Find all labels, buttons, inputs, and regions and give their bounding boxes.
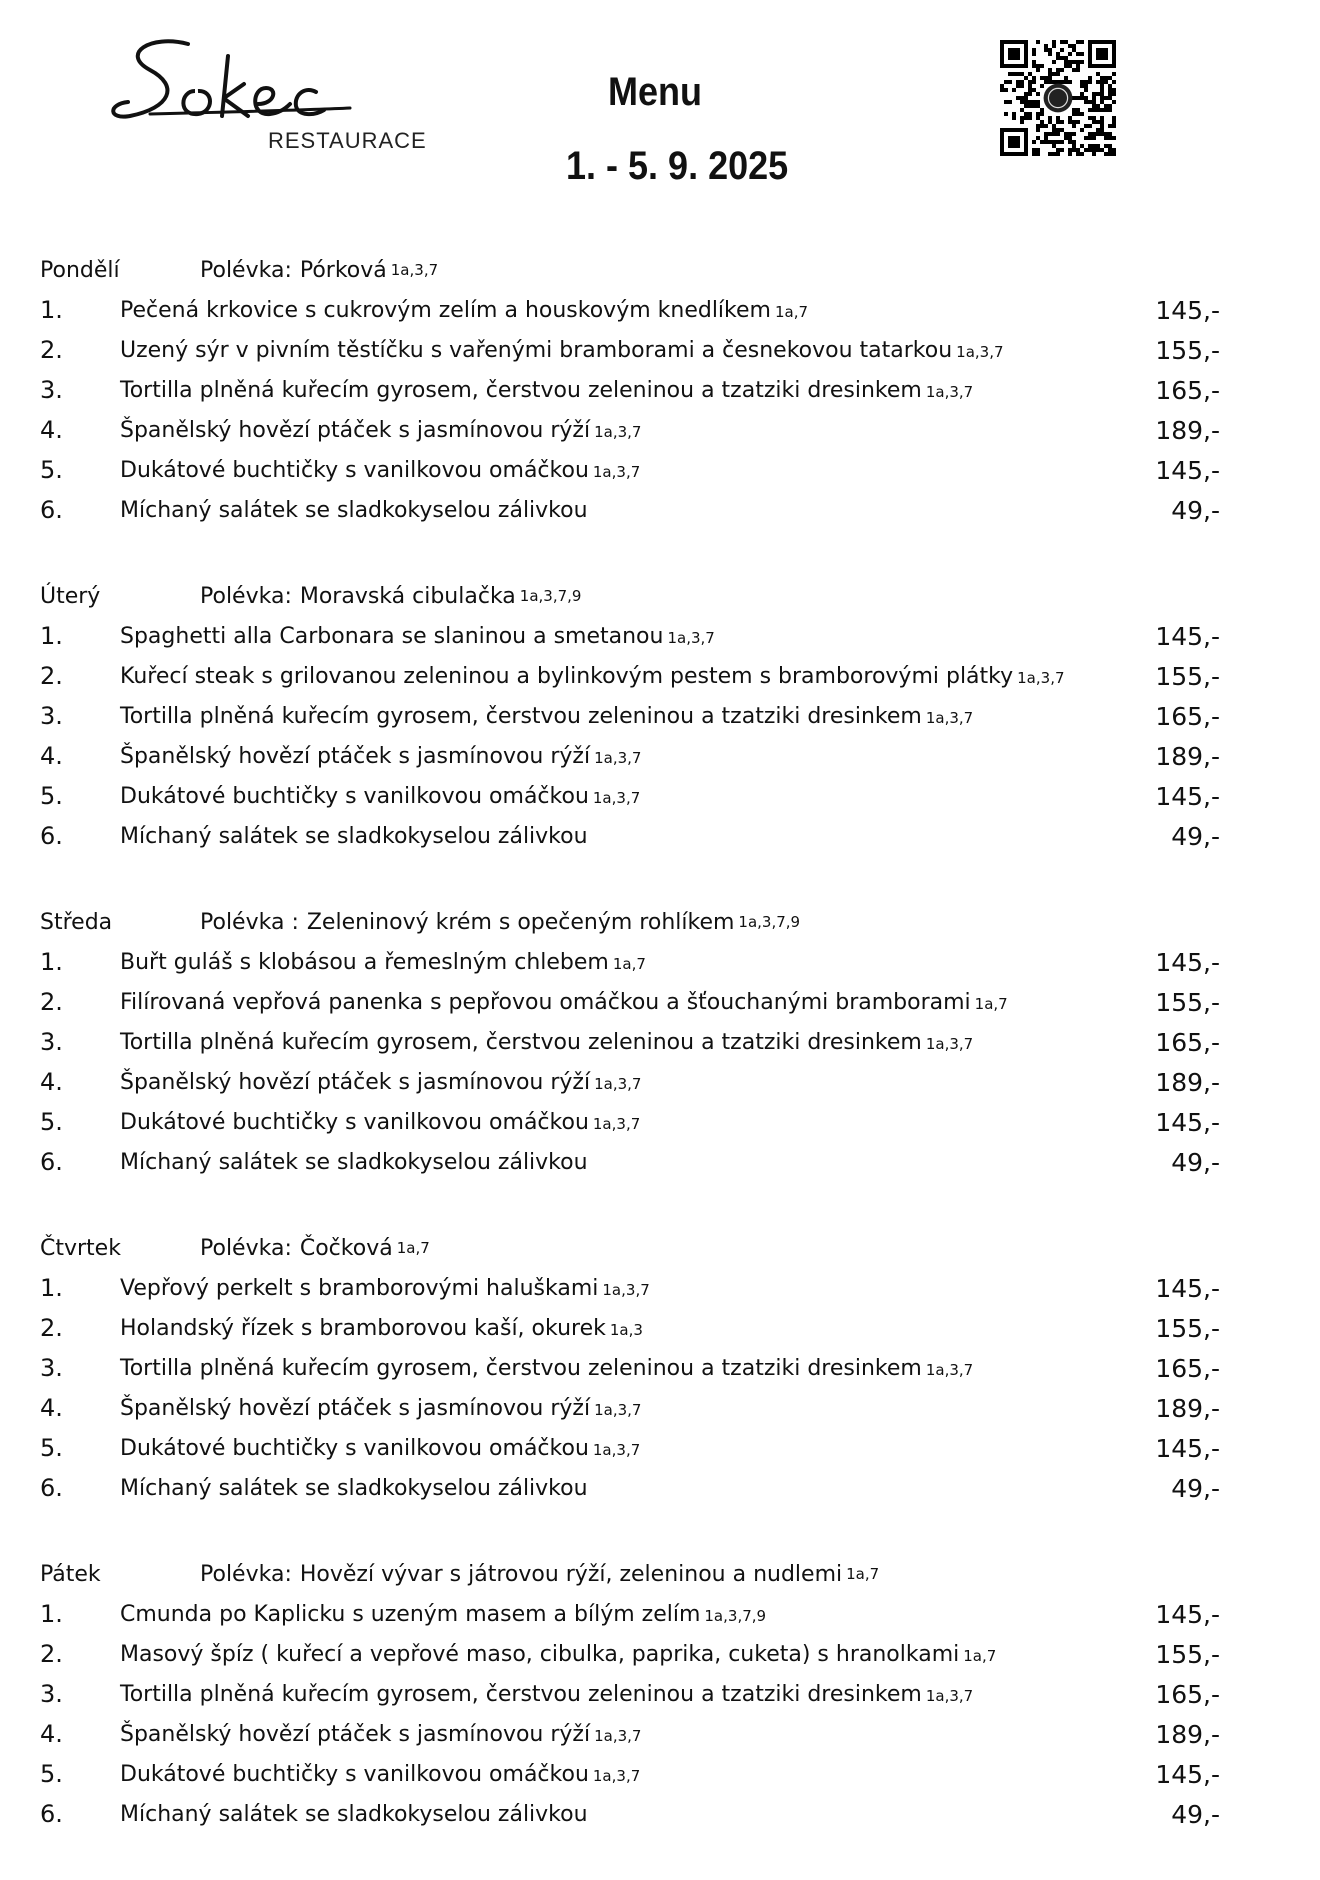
menu-item — [40, 1062, 1240, 1102]
item-price: 155,- — [1155, 335, 1220, 365]
day-name: Pátek — [40, 1561, 101, 1587]
soup-allergens: 1a,3,7 — [390, 261, 439, 279]
dish-allergens: 1a,3,7 — [925, 1360, 974, 1379]
item-price: 145,- — [1155, 295, 1220, 325]
item-number: 3. — [40, 1680, 63, 1708]
menu-item — [40, 290, 1240, 330]
dish-name: Tortilla plněná kuřecím gyrosem, čerstvou zeleninou a tzatziki dresinkem — [120, 377, 922, 403]
dish-allergens: 1a,3,7 — [594, 748, 642, 767]
dish-name: Španělský hovězí ptáček s jasmínovou rýží — [120, 1721, 591, 1747]
item-number: 1. — [40, 1600, 63, 1628]
day-header — [40, 902, 1240, 942]
dish-name: Buřt guláš s klobásou a řemeslným chlebem — [120, 949, 609, 975]
dish-name: Španělský hovězí ptáček s jasmínovou rýží — [120, 743, 591, 769]
dish-allergens: 1a,7 — [963, 1646, 997, 1665]
logo-subtitle: RESTAURACE — [268, 128, 427, 153]
item-number: 2. — [40, 662, 63, 690]
item-number: 6. — [40, 1148, 63, 1176]
dish-name: Tortilla plněná kuřecím gyrosem, čerstvou zeleninou a tzatziki dresinkem — [120, 703, 922, 729]
day-section — [40, 250, 1240, 530]
item-dish — [120, 1070, 1120, 1095]
dish-name: Dukátové buchtičky s vanilkovou omáčkou — [120, 1761, 589, 1787]
item-number: 5. — [40, 1760, 63, 1788]
item-dish — [120, 990, 1120, 1015]
item-price: 155,- — [1155, 1313, 1220, 1343]
soup-allergens: 1a,3,7,9 — [738, 913, 801, 931]
item-number: 5. — [40, 1434, 63, 1462]
dish-name: Tortilla plněná kuřecím gyrosem, čerstvou zeleninou a tzatziki dresinkem — [120, 1355, 922, 1381]
item-price: 145,- — [1155, 1599, 1220, 1629]
item-dish — [120, 1682, 1120, 1707]
item-price: 165,- — [1155, 1027, 1220, 1057]
item-price: 49,- — [1171, 1147, 1220, 1177]
menu-item — [40, 816, 1240, 856]
menu-item — [40, 656, 1240, 696]
item-number: 4. — [40, 416, 63, 444]
item-dish — [120, 338, 1120, 363]
item-dish — [120, 1316, 1120, 1341]
dish-allergens: 1a,3,7 — [956, 342, 1004, 361]
dish-allergens: 1a,3,7 — [594, 1726, 642, 1745]
soup-name: Čočková — [299, 1235, 393, 1261]
menu-item — [40, 616, 1240, 656]
dish-name: Španělský hovězí ptáček s jasmínovou rýží — [120, 1069, 591, 1095]
dish-allergens: 1a,3 — [609, 1320, 643, 1339]
menu-item — [40, 1428, 1240, 1468]
dish-allergens: 1a,3,7 — [602, 1280, 650, 1299]
item-dish — [120, 1276, 1120, 1301]
menu-item — [40, 1754, 1240, 1794]
item-number: 4. — [40, 1720, 63, 1748]
menu-item — [40, 370, 1240, 410]
dish-allergens: 1a,3,7 — [594, 1400, 642, 1419]
item-number: 5. — [40, 456, 63, 484]
menu-item — [40, 982, 1240, 1022]
day-section — [40, 576, 1240, 856]
dish-allergens: 1a,3,7,9 — [704, 1606, 767, 1625]
dish-allergens: 1a,3,7 — [592, 1766, 641, 1785]
dish-allergens: 1a,3,7 — [925, 708, 974, 727]
dish-allergens: 1a,3,7 — [667, 628, 715, 647]
menu-item — [40, 696, 1240, 736]
item-dish — [120, 1476, 1120, 1501]
item-price: 145,- — [1155, 1759, 1220, 1789]
item-number: 2. — [40, 988, 63, 1016]
day-header — [40, 250, 1240, 290]
page-title: Menu — [608, 70, 702, 114]
item-dish — [120, 1602, 1120, 1627]
item-dish — [120, 418, 1120, 443]
dish-name: Tortilla plněná kuřecím gyrosem, čerstvou zeleninou a tzatziki dresinkem — [120, 1029, 922, 1055]
menu-item — [40, 1674, 1240, 1714]
item-price: 189,- — [1155, 1719, 1220, 1749]
dish-name: Dukátové buchtičky s vanilkovou omáčkou — [120, 783, 589, 809]
menu-item — [40, 1594, 1240, 1634]
dish-allergens: 1a,3,7 — [925, 1686, 974, 1705]
item-number: 6. — [40, 496, 63, 524]
menu-item — [40, 1634, 1240, 1674]
item-dish — [120, 704, 1120, 729]
item-price: 165,- — [1155, 1353, 1220, 1383]
day-section — [40, 1554, 1240, 1834]
dish-allergens: 1a,3,7 — [592, 788, 641, 807]
dish-name: Masový špíz ( kuřecí a vepřové maso, cibulka, paprika, cuketa) s hranolkami — [120, 1641, 960, 1667]
dish-name: Holandský řízek s bramborovou kaší, okurek — [120, 1315, 606, 1341]
soup-allergens: 1a,3,7,9 — [519, 587, 582, 605]
day-name: Středa — [40, 909, 113, 935]
dish-allergens: 1a,3,7 — [925, 382, 974, 401]
item-price: 145,- — [1155, 1107, 1220, 1137]
soup-name: Moravská cibulačka — [299, 583, 516, 609]
item-dish — [120, 1396, 1120, 1421]
menu-item — [40, 942, 1240, 982]
day-name: Čtvrtek — [40, 1235, 121, 1261]
item-dish — [120, 1150, 1120, 1175]
item-dish — [120, 624, 1120, 649]
item-number: 4. — [40, 742, 63, 770]
dish-allergens: 1a,7 — [974, 994, 1008, 1013]
dish-allergens: 1a,3,7 — [594, 1074, 642, 1093]
soup-label: Polévka : — [200, 909, 299, 935]
menu-item — [40, 1268, 1240, 1308]
dish-allergens: 1a,3,7 — [592, 1440, 641, 1459]
dish-name: Uzený sýr v pivním těstíčku s vařenými bramborami a česnekovou tatarkou — [120, 337, 953, 363]
item-price: 189,- — [1155, 1393, 1220, 1423]
dish-name: Dukátové buchtičky s vanilkovou omáčkou — [120, 1435, 589, 1461]
item-dish — [120, 378, 1120, 403]
menu-item — [40, 776, 1240, 816]
day-name: Pondělí — [40, 257, 120, 283]
item-dish — [120, 784, 1120, 809]
item-price: 189,- — [1155, 741, 1220, 771]
item-dish — [120, 1722, 1120, 1747]
dish-name: Míchaný salátek se sladkokyselou zálivkou — [120, 1149, 588, 1175]
item-dish — [120, 824, 1120, 849]
soup-allergens: 1a,7 — [396, 1239, 430, 1257]
item-price: 155,- — [1155, 1639, 1220, 1669]
dish-name: Míchaný salátek se sladkokyselou zálivkou — [120, 1801, 588, 1827]
item-price: 155,- — [1155, 661, 1220, 691]
dish-name: Vepřový perkelt s bramborovými haluškami — [120, 1275, 599, 1301]
item-dish — [120, 950, 1120, 975]
menu-item — [40, 1468, 1240, 1508]
item-price: 49,- — [1171, 821, 1220, 851]
menu-dates: 1. - 5. 9. 2025 — [566, 144, 789, 188]
dish-name: Tortilla plněná kuřecím gyrosem, čerstvou zeleninou a tzatziki dresinkem — [120, 1681, 922, 1707]
dish-name: Spaghetti alla Carbonara se slaninou a smetanou — [120, 623, 664, 649]
dish-name: Dukátové buchtičky s vanilkovou omáčkou — [120, 457, 589, 483]
item-price: 145,- — [1155, 1273, 1220, 1303]
menu-item — [40, 736, 1240, 776]
item-number: 6. — [40, 822, 63, 850]
item-dish — [120, 664, 1120, 689]
soup-name: Hovězí vývar s játrovou rýží, zeleninou a nudlemi — [299, 1561, 843, 1587]
menu-item — [40, 490, 1240, 530]
item-dish — [120, 1110, 1120, 1135]
qr-code-icon[interactable] — [1000, 40, 1116, 156]
menu-item — [40, 1142, 1240, 1182]
menu-item — [40, 1022, 1240, 1062]
item-price: 189,- — [1155, 415, 1220, 445]
menu-item — [40, 410, 1240, 450]
item-number: 1. — [40, 296, 63, 324]
weekly-menu — [40, 250, 1240, 1880]
item-price: 145,- — [1155, 621, 1220, 651]
item-number: 2. — [40, 1640, 63, 1668]
item-number: 3. — [40, 1028, 63, 1056]
item-number: 5. — [40, 782, 63, 810]
item-dish — [120, 1762, 1120, 1787]
item-number: 3. — [40, 376, 63, 404]
item-price: 145,- — [1155, 947, 1220, 977]
dish-name: Španělský hovězí ptáček s jasmínovou rýží — [120, 1395, 591, 1421]
item-price: 155,- — [1155, 987, 1220, 1017]
soup-label: Polévka: — [200, 1235, 292, 1261]
item-number: 5. — [40, 1108, 63, 1136]
item-number: 2. — [40, 336, 63, 364]
menu-item — [40, 1794, 1240, 1834]
day-header — [40, 576, 1240, 616]
soup-label: Polévka: — [200, 257, 292, 283]
dish-allergens: 1a,3,7 — [592, 462, 641, 481]
item-number: 6. — [40, 1800, 63, 1828]
item-price: 49,- — [1171, 495, 1220, 525]
soup-allergens: 1a,7 — [846, 1565, 880, 1583]
item-price: 165,- — [1155, 701, 1220, 731]
item-dish — [120, 1436, 1120, 1461]
dish-allergens: 1a,3,7 — [925, 1034, 974, 1053]
day-header — [40, 1554, 1240, 1594]
item-number: 3. — [40, 702, 63, 730]
item-price: 165,- — [1155, 1679, 1220, 1709]
soup-label: Polévka: — [200, 583, 292, 609]
item-number: 1. — [40, 948, 63, 976]
soup-name: Pórková — [299, 257, 387, 283]
dish-name: Cmunda po Kaplicku s uzeným masem a bílým zelím — [120, 1601, 701, 1627]
item-price: 145,- — [1155, 455, 1220, 485]
item-price: 165,- — [1155, 375, 1220, 405]
day-section — [40, 902, 1240, 1182]
item-number: 3. — [40, 1354, 63, 1382]
dish-name: Kuřecí steak s grilovanou zeleninou a bylinkovým pestem s bramborovými plátky — [120, 663, 1014, 689]
dish-name: Míchaný salátek se sladkokyselou zálivkou — [120, 497, 588, 523]
day-section — [40, 1228, 1240, 1508]
item-number: 1. — [40, 622, 63, 650]
item-number: 4. — [40, 1068, 63, 1096]
item-dish — [120, 1642, 1120, 1667]
item-dish — [120, 298, 1120, 323]
item-dish — [120, 1356, 1120, 1381]
dish-name: Pečená krkovice s cukrovým zelím a houskovým knedlíkem — [120, 297, 771, 323]
dish-name: Míchaný salátek se sladkokyselou zálivkou — [120, 823, 588, 849]
dish-allergens: 1a,7 — [774, 302, 809, 321]
soup-label: Polévka: — [200, 1561, 292, 1587]
menu-item — [40, 1102, 1240, 1142]
dish-name: Španělský hovězí ptáček s jasmínovou rýží — [120, 417, 591, 443]
day-name: Úterý — [40, 583, 101, 609]
dish-name: Míchaný salátek se sladkokyselou zálivkou — [120, 1475, 588, 1501]
item-number: 6. — [40, 1474, 63, 1502]
item-dish — [120, 1030, 1120, 1055]
day-header — [40, 1228, 1240, 1268]
menu-item — [40, 1348, 1240, 1388]
item-number: 1. — [40, 1274, 63, 1302]
item-price: 49,- — [1171, 1473, 1220, 1503]
item-number: 4. — [40, 1394, 63, 1422]
menu-item — [40, 1388, 1240, 1428]
dish-name: Dukátové buchtičky s vanilkovou omáčkou — [120, 1109, 589, 1135]
soup-name: Zeleninový krém s opečeným rohlíkem — [306, 909, 735, 935]
item-dish — [120, 498, 1120, 523]
dish-allergens: 1a,7 — [612, 954, 646, 973]
menu-item — [40, 330, 1240, 370]
restaurant-logo — [110, 36, 430, 161]
menu-item — [40, 1308, 1240, 1348]
item-price: 145,- — [1155, 781, 1220, 811]
menu-item — [40, 450, 1240, 490]
logo-script-mark — [110, 36, 430, 126]
dish-allergens: 1a,3,7 — [592, 1114, 641, 1133]
dish-name: Filírovaná vepřová panenka s pepřovou omáčkou a šťouchanými bramborami — [120, 989, 971, 1015]
dish-allergens: 1a,3,7 — [594, 422, 642, 441]
item-price: 145,- — [1155, 1433, 1220, 1463]
menu-item — [40, 1714, 1240, 1754]
item-dish — [120, 744, 1120, 769]
item-number: 2. — [40, 1314, 63, 1342]
item-dish — [120, 458, 1120, 483]
dish-allergens: 1a,3,7 — [1017, 668, 1065, 687]
item-price: 189,- — [1155, 1067, 1220, 1097]
item-price: 49,- — [1171, 1799, 1220, 1829]
